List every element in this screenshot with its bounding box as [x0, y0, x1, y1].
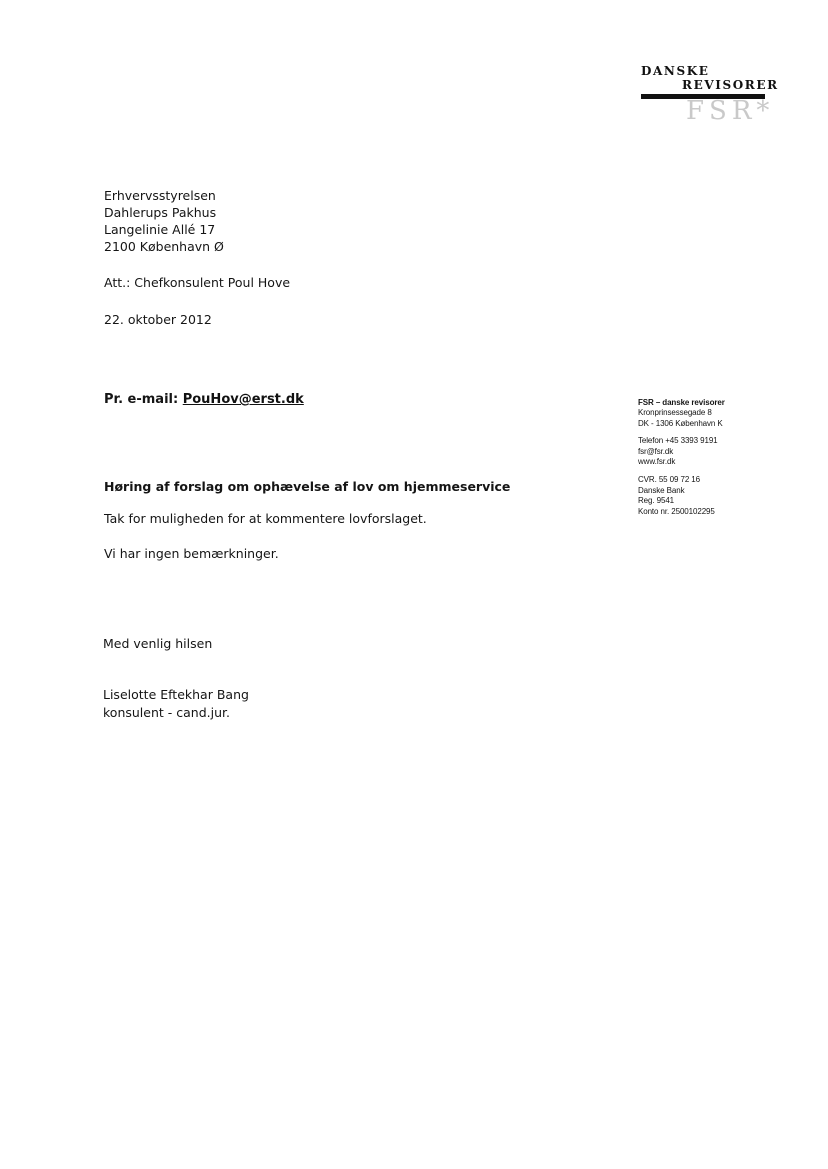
email-line: [104, 391, 304, 408]
signature-name: Liselotte Eftekhar Bang: [103, 687, 249, 702]
logo-text-revisorer: REVISORER: [682, 78, 779, 92]
sender-street: Kronprinsessegade 8: [638, 408, 712, 418]
email-address-link[interactable]: PouHov@erst.dk: [182, 392, 304, 407]
sender-bank: Danske Bank: [638, 485, 685, 495]
sender-phone: Telefon +45 3393 9191: [638, 436, 718, 446]
email-label: Pr. e-mail:: [104, 392, 183, 407]
body-paragraph-2: Vi har ingen bemærkninger.: [104, 546, 279, 561]
letter-subject: Høring af forslag om ophævelse af lov om hjemmeservice: [104, 479, 511, 494]
body-paragraph-1: Tak for muligheden for at kommentere lovforslaget.: [104, 511, 427, 526]
sender-info: [638, 398, 725, 517]
closing-greeting: Med venlig hilsen: [103, 636, 213, 651]
recipient-name: Erhvervsstyrelsen: [104, 188, 216, 203]
sender-reg: Reg. 9541: [638, 496, 675, 506]
sender-mail[interactable]: fsr@fsr.dk: [638, 446, 674, 456]
sender-account: Konto nr. 2500102295: [638, 506, 715, 516]
sender-web[interactable]: www.fsr.dk: [638, 457, 676, 467]
sender-cvr: CVR. 55 09 72 16: [638, 475, 700, 485]
recipient-city: 2100 København Ø: [104, 239, 224, 254]
signature-title: konsulent - cand.jur.: [103, 705, 230, 720]
recipient-building: Dahlerups Pakhus: [104, 205, 217, 220]
attention-line: Att.: Chefkonsulent Poul Hove: [104, 275, 291, 290]
letter-date: 22. oktober 2012: [104, 312, 212, 327]
sender-org: FSR – danske revisorer: [638, 398, 725, 407]
recipient-street: Langelinie Allé 17: [104, 222, 216, 237]
logo-mark-fsr: FSR*: [686, 96, 775, 126]
sender-city: DK - 1306 København K: [638, 418, 723, 428]
logo-text-danske: DANSKE: [641, 64, 710, 78]
